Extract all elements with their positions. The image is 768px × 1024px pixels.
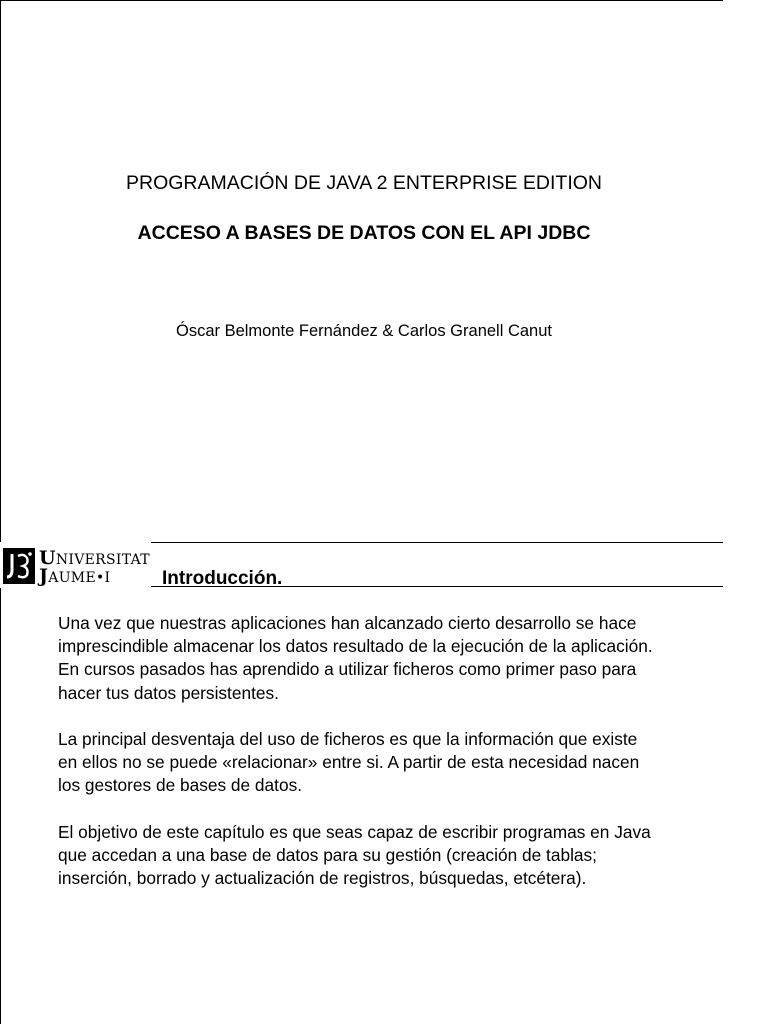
chapter-title: ACCESO A BASES DE DATOS CON EL API JDBC — [137, 222, 591, 244]
logo-text-line1: UNIVERSITAT — [39, 547, 150, 569]
logo-text-line2: JAUME•I — [39, 565, 111, 587]
body-text — [58, 612, 658, 914]
paragraph: Una vez que nuestras aplicaciones han alcanzado cierto desarrollo se hace imprescindible almacenar los datos resultado de la ejecución de la aplicación. En cursos pasados has aprendido a utilizar ficheros como primer paso para hacer tus datos persistentes. — [58, 613, 653, 703]
content-slide — [0, 542, 768, 1024]
paragraph: El objetivo de este capítulo es que seas capaz de escribir programas en Java que accedan a una base de datos para su gestión (creación de tablas; inserción, borrado y actualización de registros, búsquedas, etcétera). — [58, 821, 651, 889]
university-emblem-icon — [3, 548, 35, 584]
header-rule-top — [151, 542, 723, 543]
paragraph: La principal desventaja del uso de ficheros es que la información que existe en ellos no se puede «relacionar» entre si. A partir de esta necesidad nacen los gestores de bases de datos. — [58, 729, 640, 796]
slide-border-left — [0, 0, 1, 542]
slide-border-left — [0, 588, 1, 1024]
university-logo — [1, 545, 151, 587]
course-title: PROGRAMACIÓN DE JAVA 2 ENTERPRISE EDITION — [125, 172, 603, 194]
slide-border-top — [0, 0, 723, 1]
section-heading: Introducción. — [162, 568, 283, 589]
authors: Óscar Belmonte Fernández & Carlos Granell Canut — [175, 322, 552, 340]
